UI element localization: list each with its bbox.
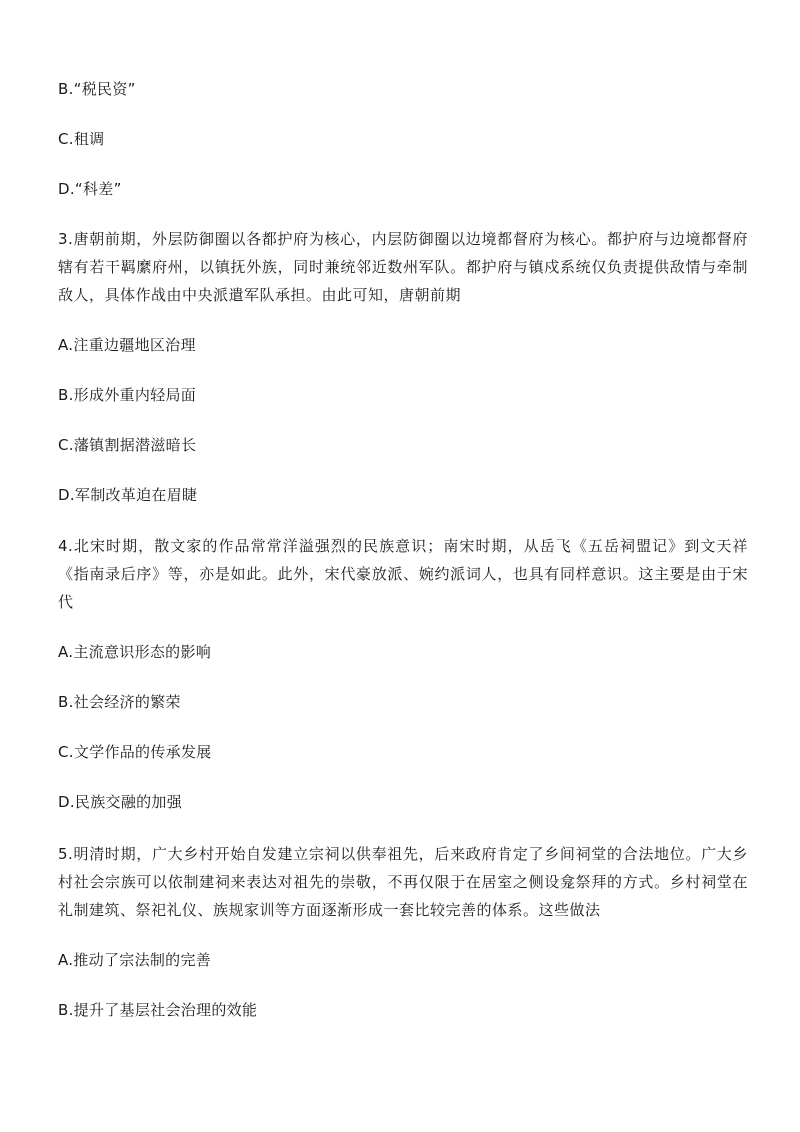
q3-option-d: D.军制改革迫在眉睫 [58, 486, 198, 504]
q4-option-d: D.民族交融的加强 [58, 793, 183, 811]
q4-stem: 4.北宋时期，散文家的作品常常洋溢强烈的民族意识；南宋时期，从岳飞《五岳祠盟记》到文天祥《指南录后序》等，亦是如此。此外，宋代豪放派、婉约派词人，也具有同样意识。这主要是由于宋代 [58, 537, 748, 611]
q5-option-a: A.推动了宗法制的完善 [58, 951, 212, 969]
q3-option-c: C.藩镇割据潜滋暗长 [58, 436, 197, 454]
q3-stem: 3.唐朝前期，外层防御圈以各都护府为核心，内层防御圈以边境都督府为核心。都护府与边境都督府辖有若干羁縻府州，以镇抚外族，同时兼统邻近数州军队。都护府与镇戍系统仅负责提供敌情与牵制敌人，具体作战由中央派遣军队承担。由此可知，唐朝前期 [58, 230, 748, 304]
q4-option-a: A.主流意识形态的影响 [58, 643, 212, 661]
q2-option-d: D.“科差” [58, 180, 122, 198]
q2-option-c: C.租调 [58, 130, 105, 148]
q4-option-b: B.社会经济的繁荣 [58, 693, 181, 711]
q3-option-a: A.注重边疆地区治理 [58, 336, 196, 354]
q5-stem: 5.明清时期，广大乡村开始自发建立宗祠以供奉祖先，后来政府肯定了乡间祠堂的合法地位。广大乡村社会宗族可以依制建祠来表达对祖先的崇敬，不再仅限于在居室之侧设龛祭拜的方式。乡村祠堂在礼制建筑、祭祀礼仪、族规家训等方面逐渐形成一套比较完善的体系。这些做法 [58, 845, 748, 919]
q5-option-b: B.提升了基层社会治理的效能 [58, 1001, 258, 1019]
q4-option-c: C.文学作品的传承发展 [58, 743, 212, 761]
q3-option-b: B.形成外重内轻局面 [58, 386, 197, 404]
q2-option-b: B.“税民资” [58, 80, 136, 98]
